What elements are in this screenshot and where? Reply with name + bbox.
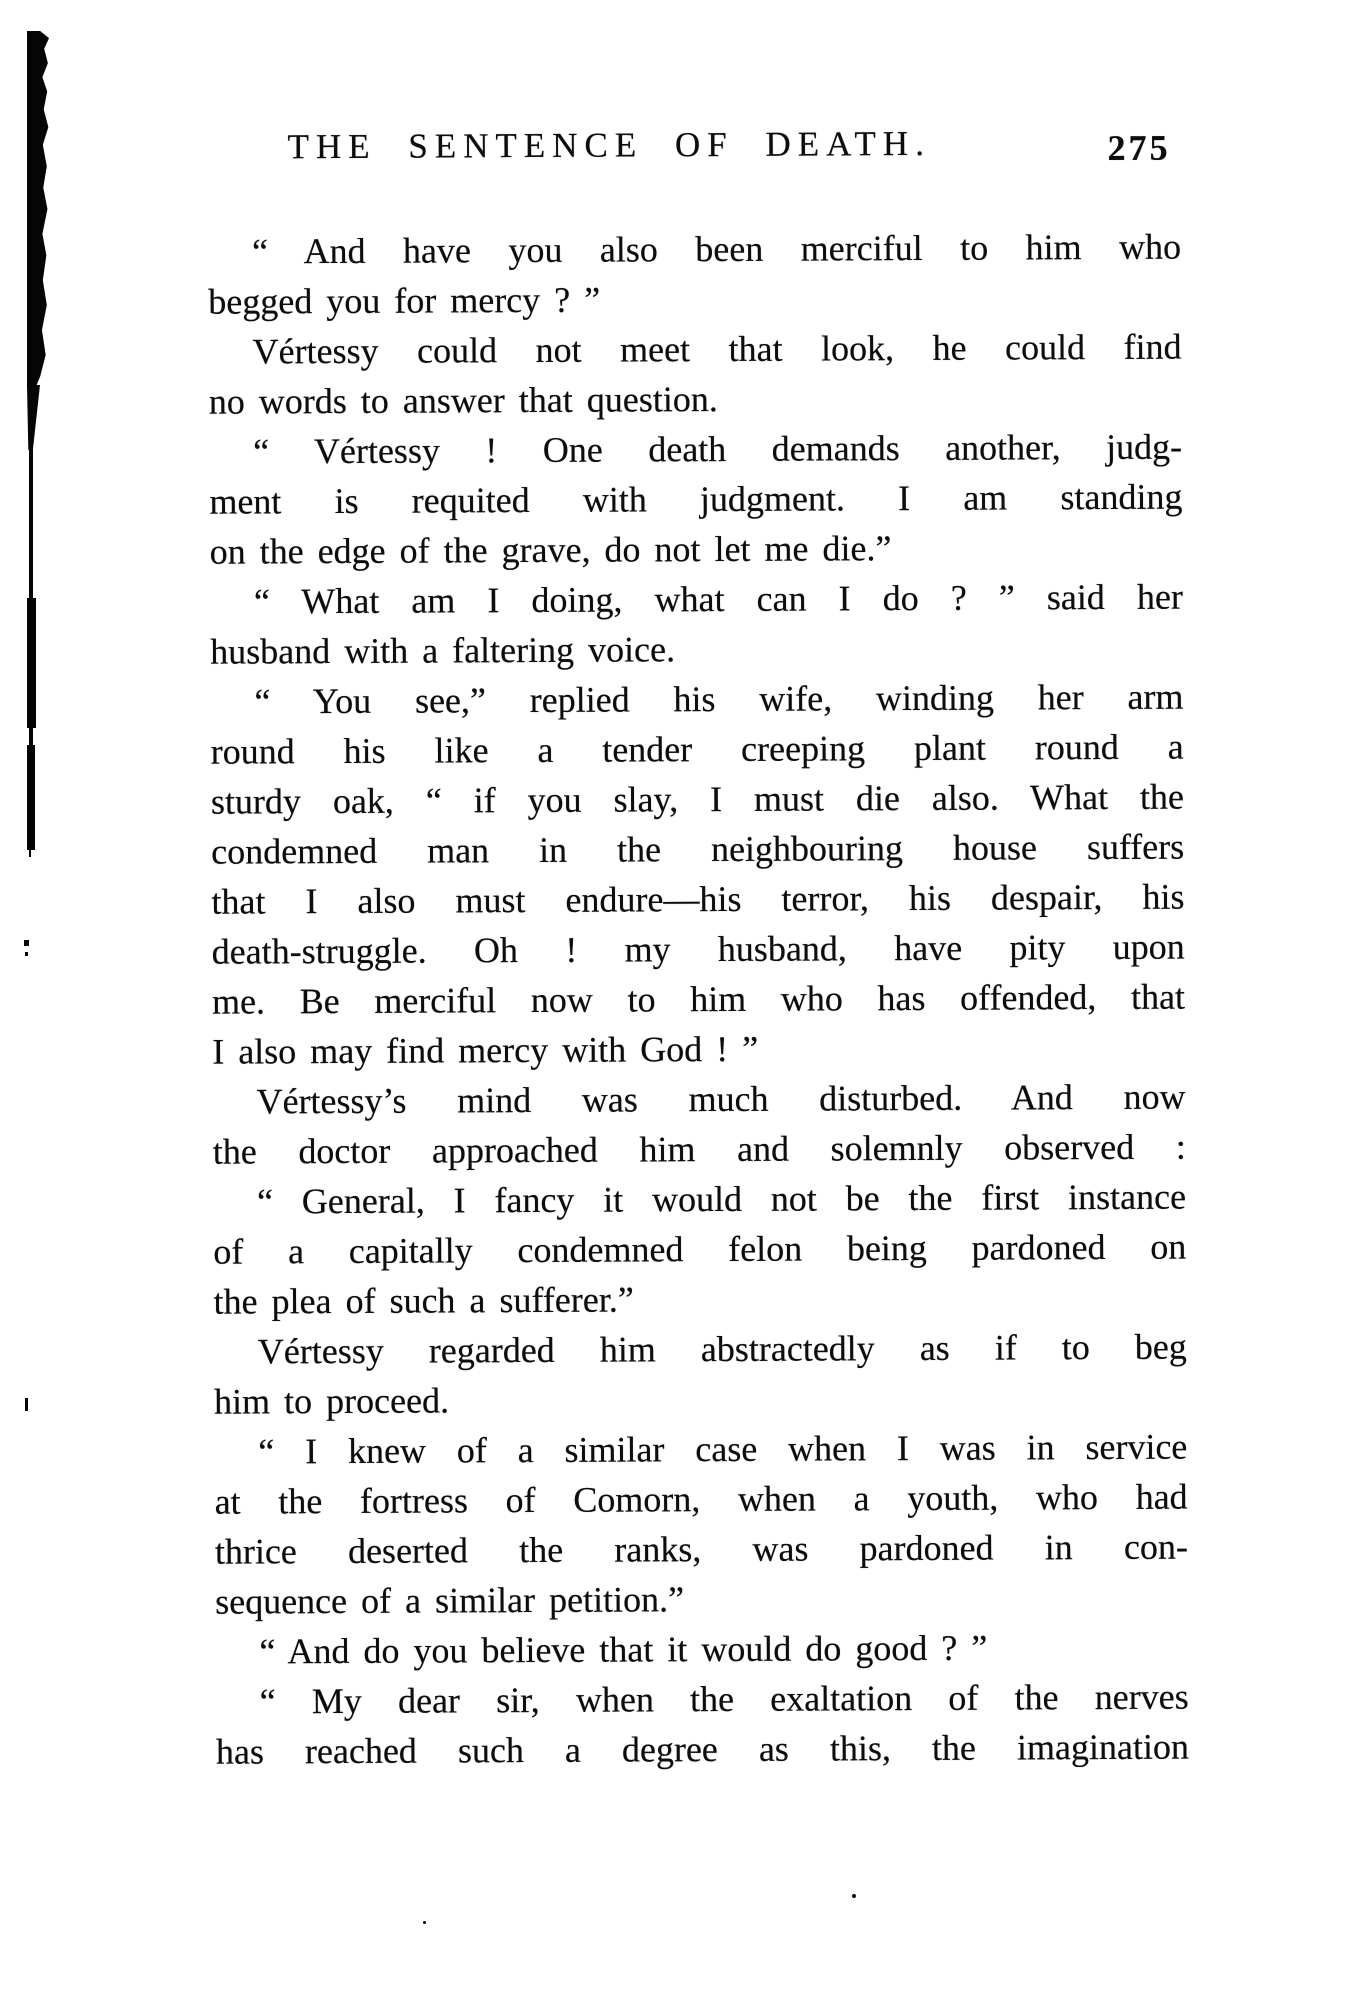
text-line: husband with a faltering voice. <box>210 629 676 672</box>
text-line: condemned man in the neighbouring house suffers <box>211 826 1185 872</box>
text-line: begged you for mercy ? ” <box>208 279 601 322</box>
text-line: death-struggle. Oh ! my husband, have pity upon <box>211 926 1185 972</box>
dust-speck <box>423 1921 426 1924</box>
body-text-block <box>208 222 1189 1777</box>
text-line: the doctor approached him and solemnly observed : <box>212 1126 1186 1172</box>
text-line: at the fortress of Comorn, when a youth, who had <box>214 1476 1188 1522</box>
text-line: I also may find mercy with God ! ” <box>212 1028 759 1072</box>
page-number: 275 <box>1107 127 1171 168</box>
text-line: sturdy oak, “ if you slay, I must die also. What the <box>210 776 1185 822</box>
text-line: “ General, I fancy it would not be the first instance <box>256 1176 1187 1222</box>
dust-speck <box>852 1894 856 1898</box>
ink-speck <box>24 940 29 946</box>
binding-line-artifact <box>27 745 35 850</box>
binding-line-artifact <box>29 845 31 857</box>
text-line: “ My dear sir, when the exaltation of the nerves <box>259 1676 1189 1722</box>
text-line: “ I knew of a similar case when I was in service <box>258 1426 1188 1472</box>
text-line: thrice deserted the ranks, was pardoned in con- <box>214 1526 1188 1572</box>
text-line: no words to answer that question. <box>208 379 718 422</box>
text-line: “ And have you also been merciful to him who <box>251 226 1182 272</box>
text-line: “ And do you believe that it would do good ? ” <box>259 1627 988 1672</box>
text-line: “ What am I doing, what can I do ? ” said her <box>253 576 1184 622</box>
text-line: that I also must endure—his terror, his despair, his <box>211 876 1185 922</box>
ink-speck <box>25 1398 28 1411</box>
text-line: on the edge of the grave, do not let me die.” <box>209 528 892 572</box>
binding-line-artifact <box>27 598 36 728</box>
text-line: ment is requited with judgment. I am standing <box>209 476 1183 522</box>
text-line: him to proceed. <box>213 1380 450 1422</box>
text-line: the plea of such a sufferer.” <box>213 1279 634 1322</box>
text-line: round his like a tender creeping plant round a <box>210 726 1184 772</box>
text-line: Vértessy regarded him abstractedly as if to beg <box>257 1326 1187 1372</box>
text-line: sequence of a similar petition.” <box>215 1579 685 1622</box>
ink-speck <box>25 952 28 956</box>
text-line: “ You see,” replied his wife, winding her arm <box>254 676 1184 722</box>
text-line: of a capitally condemned felon being pardoned on <box>213 1226 1187 1272</box>
text-line: “ Vértessy ! One death demands another, judg- <box>253 426 1183 472</box>
text-line: Vértessy’s mind was much disturbed. And now <box>256 1076 1186 1122</box>
text-line: me. Be merciful now to him who has offended, that <box>211 976 1186 1022</box>
text-line: has reached such a degree as this, the imagination <box>215 1726 1190 1772</box>
running-title: THE SENTENCE OF DEATH. <box>287 123 932 167</box>
text-line: Vértessy could not meet that look, he could find <box>252 326 1182 372</box>
